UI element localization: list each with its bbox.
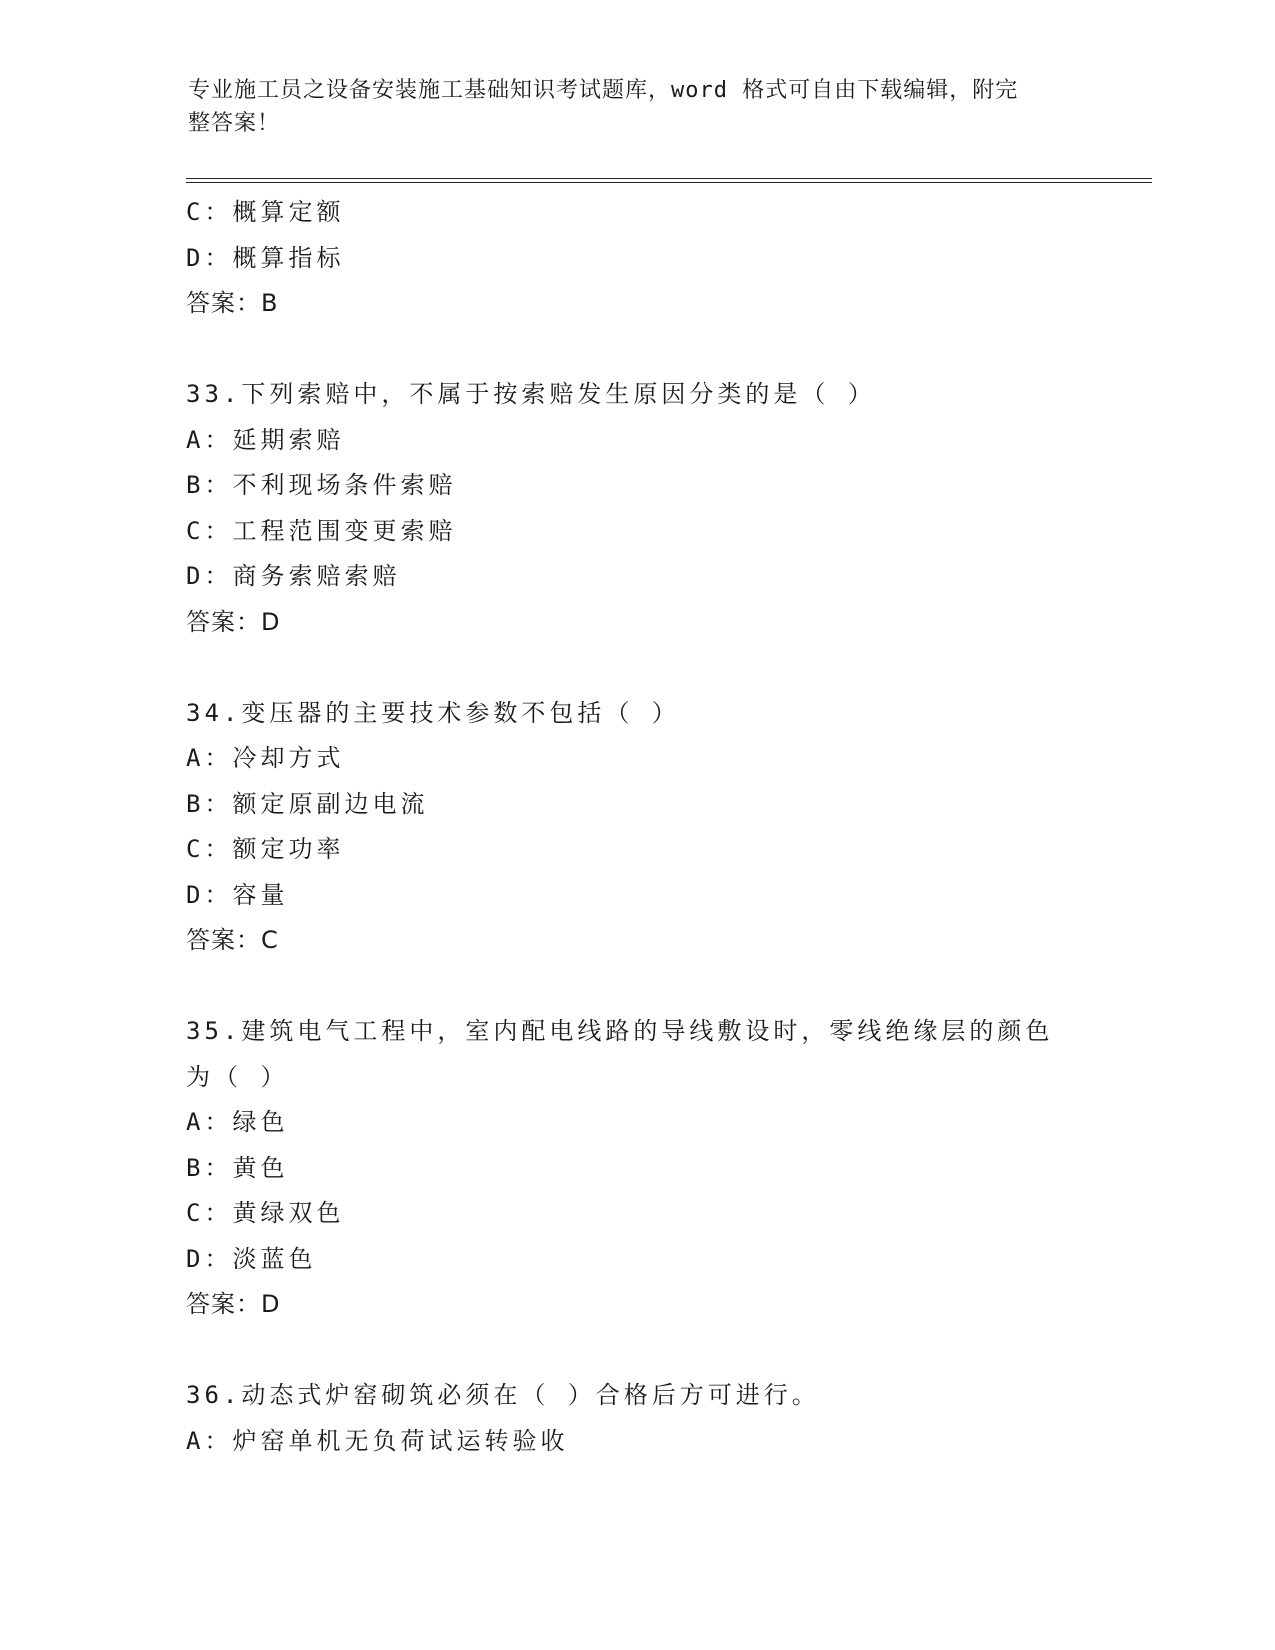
spacer (186, 645, 1086, 691)
option-d: D：商务索赔索赔 (186, 562, 401, 590)
option-c: C：额定功率 (186, 835, 345, 863)
question-35 (186, 1009, 1086, 1328)
question-33 (186, 372, 1086, 645)
header-rule-top (186, 178, 1152, 179)
answer: 答案：D (186, 1290, 281, 1318)
option-b: B：不利现场条件索赔 (186, 471, 457, 499)
option-d: D：概算指标 (186, 243, 345, 272)
question-36 (186, 1373, 1086, 1464)
header-line-1: 专业施工员之设备安装施工基础知识考试题库，word 格式可自由下载编辑，附完 (188, 78, 1019, 103)
spacer (186, 1328, 1086, 1374)
question-34 (186, 691, 1086, 964)
header-rule-bottom (186, 182, 1152, 183)
spacer (186, 964, 1086, 1010)
question-list (186, 190, 1086, 1464)
option-d: D：淡蓝色 (186, 1244, 317, 1273)
option-b: B：额定原副边电流 (186, 789, 429, 818)
question-stem: 33.下列索赔中，不属于按索赔发生原因分类的是（ ） (186, 380, 876, 408)
question-stem: 34.变压器的主要技术参数不包括（ ） (186, 698, 680, 727)
question-stem-line-1: 35.建筑电气工程中，室内配电线路的导线敷设时，零线绝缘层的颜色 (186, 1017, 1054, 1045)
option-c: C：概算定额 (186, 198, 345, 226)
option-d: D：容量 (186, 880, 289, 909)
option-a: A：炉窑单机无负荷试运转验收 (186, 1426, 569, 1455)
option-a: A：延期索赔 (186, 425, 345, 454)
option-a: A：绿色 (186, 1108, 289, 1136)
question-prev (186, 190, 1086, 327)
document-header (188, 74, 1088, 140)
option-c: C：工程范围变更索赔 (186, 516, 457, 545)
header-line-2: 整答案！ (188, 111, 281, 136)
spacer (186, 327, 1086, 373)
answer: 答案：C (186, 926, 279, 954)
question-stem-line-2: 为（ ） (186, 1062, 289, 1091)
option-c: C：黄绿双色 (186, 1199, 345, 1227)
option-b: B：黄色 (186, 1153, 289, 1182)
option-a: A：冷却方式 (186, 744, 345, 772)
question-stem: 36.动态式炉窑砌筑必须在（ ）合格后方可进行。 (186, 1381, 820, 1409)
answer: 答案：B (186, 289, 279, 317)
answer: 答案：D (186, 607, 281, 636)
